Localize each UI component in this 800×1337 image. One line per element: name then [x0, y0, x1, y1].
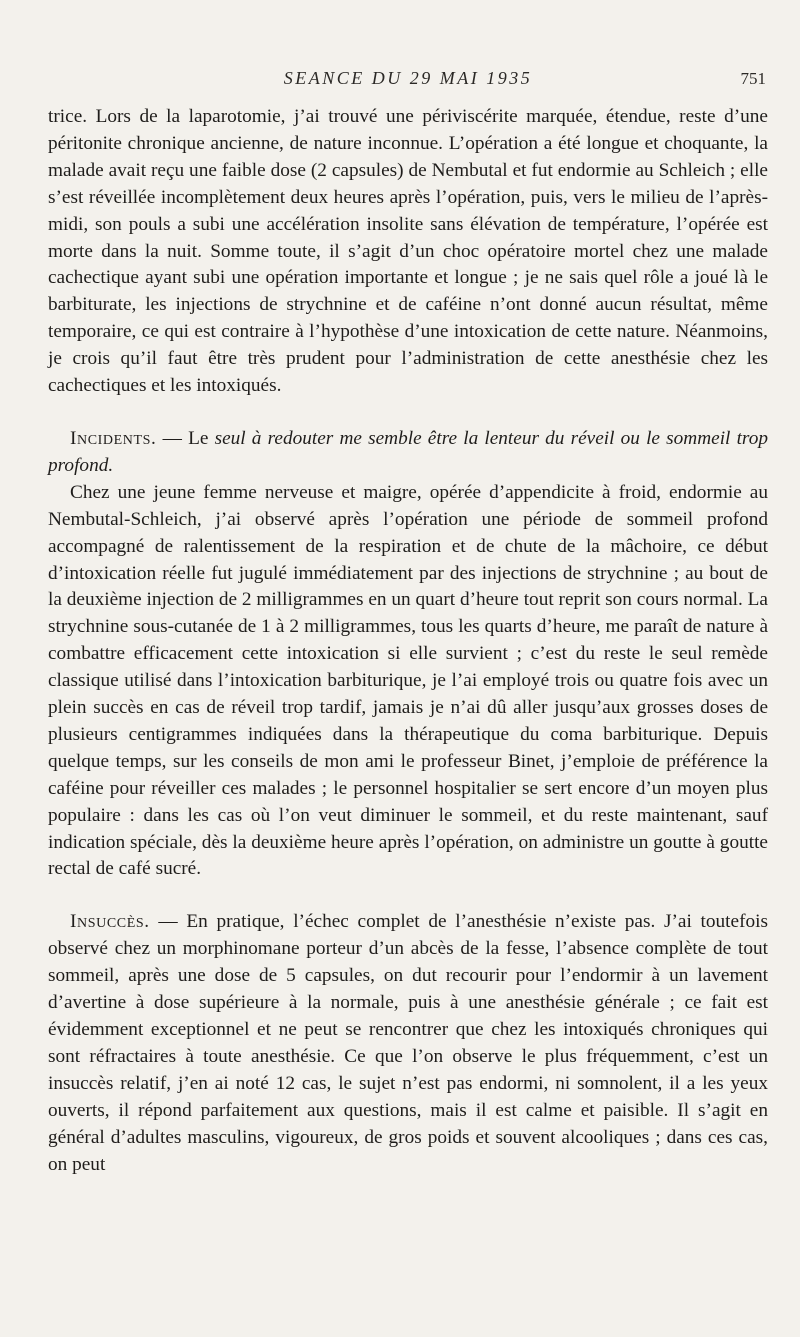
- section-heading-insucces: Insuccès.: [70, 911, 150, 933]
- incidents-italic-text: seul à redouter me semble être la lenteur du réveil ou le sommeil trop profond.: [48, 427, 769, 476]
- section-heading-incidents: Incidents.: [70, 427, 157, 449]
- paragraph-case-report: Chez une jeune femme nerveuse et maigre, opérée d’appendicite à froid, endormie au Nembutal-Schleich, j’ai observé après l’opération une période de sommeil profond accompagné de ralentissement de la respiration et de chute de la mâchoire, ce début d’intoxication réelle fut jugulé immédiatement par des injections de strychnine ; au bout de la deuxième injection de 2 milligrammes en un quart d’heure tout reprit son cours normal. La strychnine sous-cutanée de 1 à 2 milligrammes, tous les quarts d’heure, me paraît de nature à combattre efficacement cette intoxication si elle survient ; c’est du reste le seul remède classique utilisé dans l’intoxication barbiturique, je l’ai employé trois ou quatre fois avec un plein succès en cas de réveil trop tardif, jamais je n’ai dû aller jusqu’aux grosses doses de plusieurs centigrammes indiquées dans la thérapeutique du coma barbiturique. Depuis quelque temps, sur les conseils de mon ami le professeur Binet, j’emploie de préférence la caféine pour réveiller ces malades ; le personnel hospitalier se sert encore d’un moyen plus populaire : dans les cas où l’on veut diminuer le sommeil, et du reste maintenant, sauf indication spéciale, dès la deuxième heure après l’opération, on administre un goutte à goutte rectal de café sucré.: [48, 481, 768, 880]
- incidents-dash: — Le: [156, 427, 215, 449]
- paragraph-insucces: [48, 909, 768, 1178]
- running-header: [48, 64, 768, 104]
- page-content: [48, 64, 768, 1178]
- insucces-text: — En pratique, l’échec complet de l’anesthésie n’existe pas. J’ai toutefois observé chez un morphinomane porteur d’un abcès de la fesse, l’absence complète de tout sommeil, après une dose de 5 capsules, on dut recourir pour l’endormir à un lavement d’avertine à dose supérieure à la normale, puis à une anesthésie générale ; ce fait est évidemment exceptionnel et ne peut se rencontrer que chez les intoxiqués chroniques qui sont réfractaires à toute anesthésie. Ce que l’on observe le plus fréquemment, c’est un insuccès relatif, j’en ai noté 12 cas, le sujet n’est pas endormi, ni somnolent, il a les yeux ouverts, il répond parfaitement aux questions, mais il est calme et paisible. Il s’agit en général d’adultes masculins, vigoureux, de gros poids et souvent alcooliques ; dans ces cas, on peut: [48, 911, 768, 1175]
- paragraph-continuation: trice. Lors de la laparotomie, j’ai trouvé une périviscérite marquée, étendue, reste d’une péritonite chronique ancienne, de nature inconnue. L’opération a été longue et choquante, la malade avait reçu une faible dose (2 capsules) de Nembutal et fut endormie au Schleich ; elle s’est réveillée incomplètement deux heures après l’opération, puis, vers le milieu de l’après-midi, son pouls a subi une accélération insolite sans élévation de température, l’opérée est morte dans la nuit. Somme toute, il s’agit d’un choc opératoire mortel chez une malade cachectique ayant subi une opération importante et longue ; je ne sais quel rôle a joué là le barbiturate, les injections de strychnine et de caféine n’ont donné aucun résultat, même temporaire, ce qui est contraire à l’hypothèse d’une intoxication de cette nature. Néanmoins, je crois qu’il faut être très prudent pour l’administration de cette anesthésie chez les cachectiques et les intoxiqués.: [48, 106, 768, 397]
- article-body: [48, 104, 768, 1178]
- running-title: SEANCE DU 29 MAI 1935: [283, 68, 533, 88]
- paragraph-incidents: [48, 426, 768, 480]
- page-number: 751: [740, 69, 766, 88]
